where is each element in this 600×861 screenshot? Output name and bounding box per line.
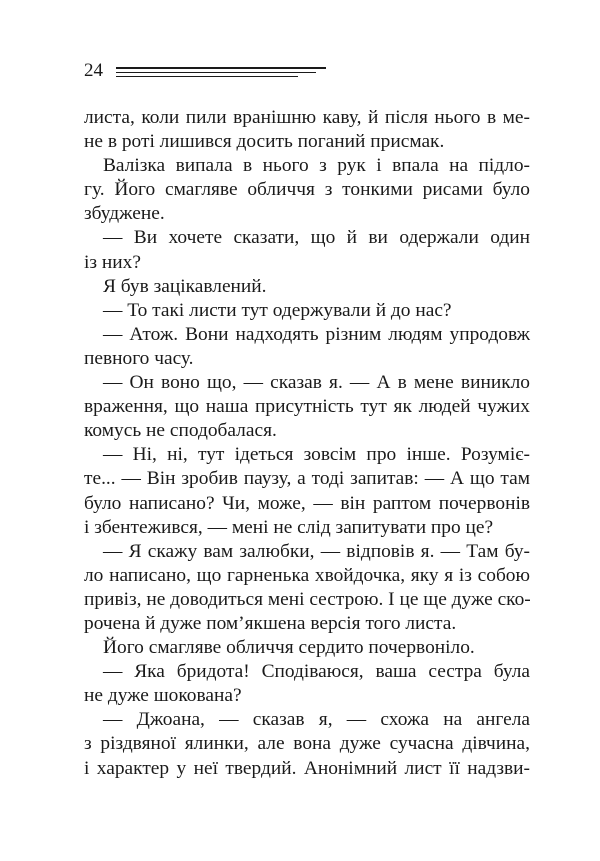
text-line: — Атож. Вони надходять різним людям упродовж xyxy=(103,323,530,345)
header-rule-thin xyxy=(116,72,316,73)
text-line: і збентежився, — мені не слід запитувати про це? xyxy=(84,516,494,538)
text-line: певного часу. xyxy=(84,347,194,369)
text-line: те... — Він зробив паузу, а тоді запитав: — А що там xyxy=(84,468,530,490)
text-line: з різдвяної ялинки, але вона дуже сучасна дівчина, xyxy=(84,733,530,755)
text-line: гу. Його смагляве обличчя з тонкими рисами було xyxy=(84,179,530,201)
text-line: не в роті лишився досить поганий присмак. xyxy=(84,131,445,153)
text-line: — То такі листи тут одержували й до нас? xyxy=(103,299,452,321)
text-line: — Джоана, — сказав я, — схожа на ангела xyxy=(103,709,530,731)
text-line: враження, що наша присутність тут як людей чужих xyxy=(84,396,530,418)
text-line: ло написано, що гарненька хвойдочка, яку я із собою xyxy=(84,564,530,586)
text-line: Я був зацікавлений. xyxy=(103,275,267,297)
text-line: — Он воно що, — сказав я. — А в мене виникло xyxy=(103,372,530,394)
header-rule-thick xyxy=(116,67,326,69)
text-line: було написано? Чи, може, — він раптом почервонів xyxy=(84,492,530,514)
text-line: і характер у неї твердий. Анонімний лист її надзви- xyxy=(84,757,530,779)
body-text xyxy=(84,106,530,781)
text-line: із них? xyxy=(84,251,141,273)
text-line: рочена й дуже пом’якшена версія того листа. xyxy=(84,612,457,634)
text-line: не дуже шокована? xyxy=(84,685,242,707)
header-rule-thin xyxy=(116,76,298,77)
page-number: 24 xyxy=(84,60,103,81)
text-line: листа, коли пили вранішню каву, й після нього в ме- xyxy=(84,107,530,128)
text-line: — Ви хочете сказати, що й ви одержали один xyxy=(103,227,530,249)
text-line: — Яка бридота! Сподіваюся, ваша сестра була xyxy=(103,661,530,683)
page-header xyxy=(84,60,326,82)
text-line: — Ні, ні, тут ідеться зовсім про інше. Розуміє- xyxy=(103,444,530,466)
text-line: Валізка випала в нього з рук і впала на підло- xyxy=(103,155,530,177)
text-line: збуджене. xyxy=(84,203,165,225)
text-line: — Я скажу вам залюбки, — відповів я. — Там бу- xyxy=(103,540,530,562)
text-line: привіз, не доводиться мені сестрою. І це ще дуже ско- xyxy=(84,588,531,610)
text-line: Його смагляве обличчя сердито почервоніло. xyxy=(103,637,475,659)
text-line: комусь не сподобалася. xyxy=(84,420,277,442)
